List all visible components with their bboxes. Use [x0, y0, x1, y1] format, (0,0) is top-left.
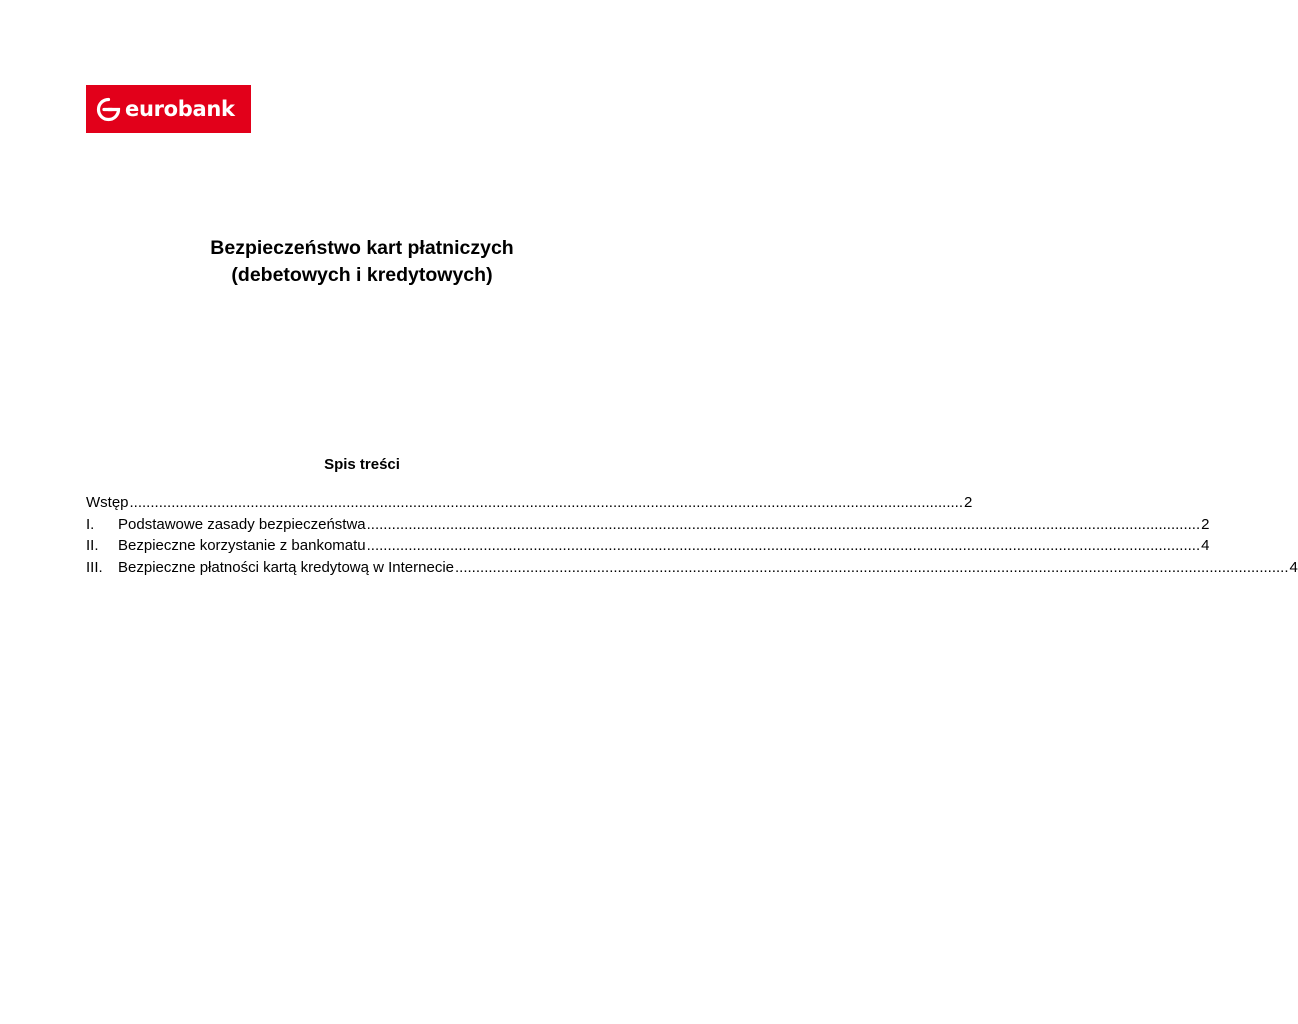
toc-entry-page: 2 [1201, 515, 1210, 533]
toc-entry-label: Podstawowe zasady bezpieczeństwa [118, 515, 366, 533]
toc-entry-number: I. [86, 515, 95, 533]
eurobank-logo [86, 85, 251, 133]
toc-entry-page: 4 [1201, 537, 1210, 554]
document-title [0, 235, 724, 289]
toc-entry-label: Bezpieczne korzystanie z bankomatu [118, 537, 366, 554]
toc-dot-leader: ........................................................................................................................................................................................................ [366, 537, 1201, 554]
toc-entry-1[interactable] [86, 514, 1210, 536]
toc-dot-leader: ........................................................................................................................................................................................................ [129, 494, 964, 511]
table-of-contents [86, 492, 1298, 578]
toc-entry-label: Wstęp [86, 494, 129, 511]
toc-dot-leader: ........................................................................................................................................................................................................ [366, 515, 1201, 533]
eurobank-e-mark-icon [96, 97, 121, 122]
title-line-2: (debetowych i kredytowych) [231, 264, 493, 286]
toc-entry-intro[interactable] [86, 492, 973, 514]
toc-entry-page: 2 [964, 494, 973, 511]
title-line-1: Bezpieczeństwo kart płatniczych [210, 237, 514, 259]
toc-entry-number: II. [86, 537, 99, 554]
toc-dot-leader: ........................................................................................................................................................................................................ [455, 558, 1289, 576]
toc-entry-3[interactable] [86, 557, 1298, 579]
toc-entry-page: 4 [1289, 558, 1298, 576]
toc-entry-label: Bezpieczne płatności kartą kredytową w Internecie [118, 558, 455, 576]
logo-text: eurobank [125, 96, 235, 121]
toc-entry-2[interactable] [86, 535, 1210, 557]
toc-entry-number: III. [86, 558, 103, 576]
toc-heading: Spis treści [324, 456, 400, 473]
